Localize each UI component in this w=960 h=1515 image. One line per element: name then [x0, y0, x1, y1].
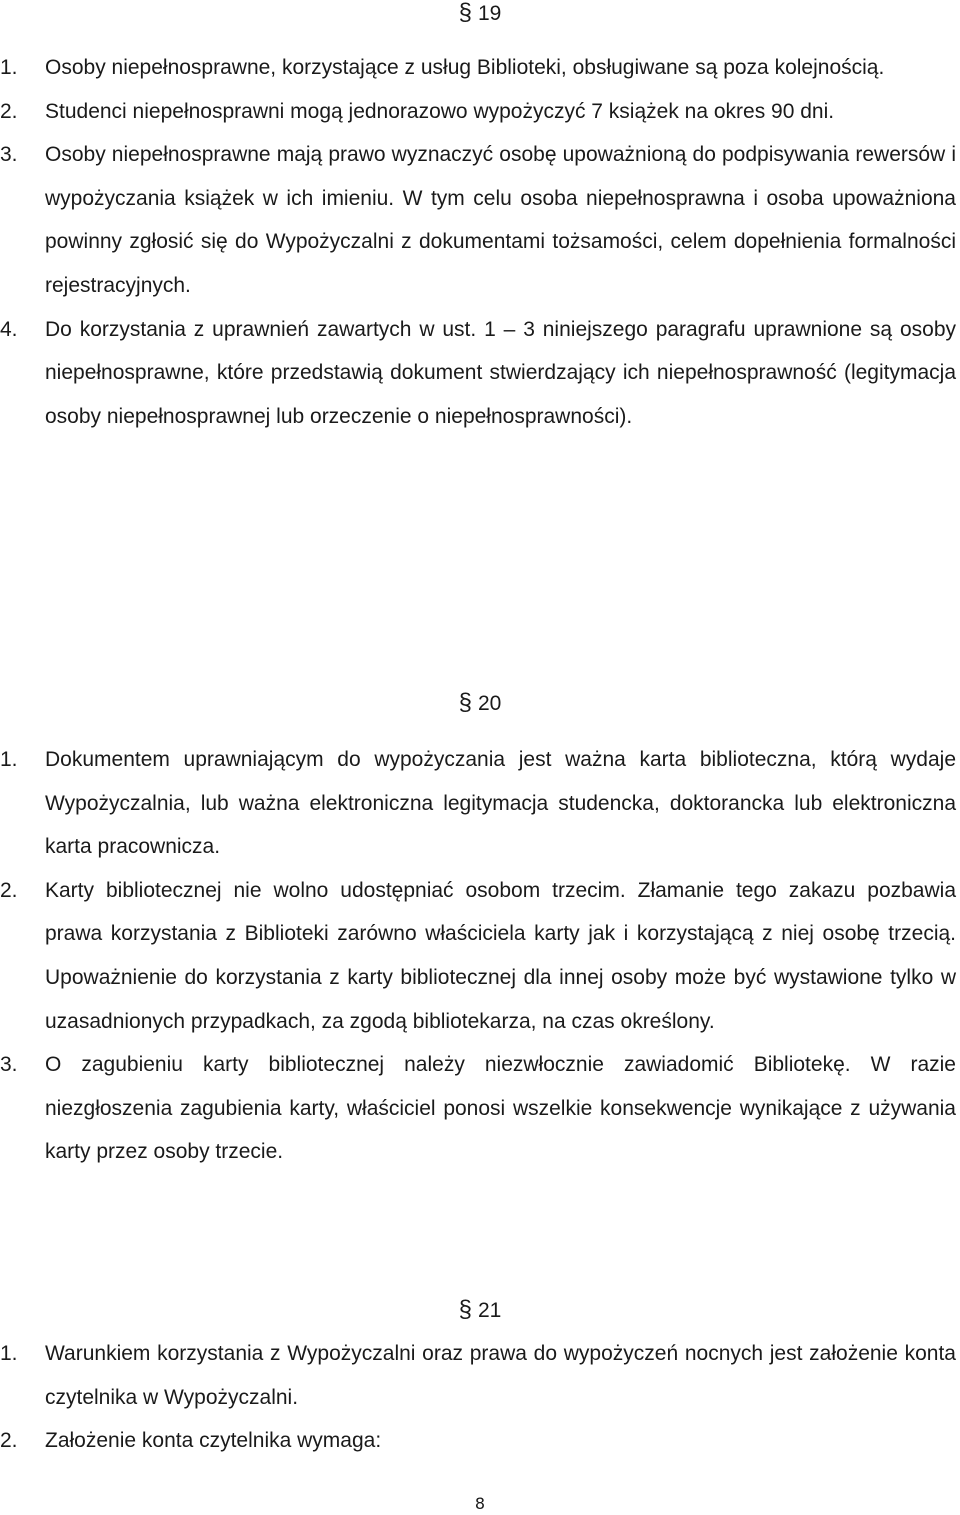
- list-item: [0, 738, 960, 869]
- item-number: 1.: [0, 56, 18, 79]
- item-number: 1.: [0, 748, 18, 771]
- section-20-list: [0, 738, 960, 1174]
- section-symbol: §: [458, 1296, 472, 1323]
- list-item: [0, 1332, 960, 1419]
- section-number: 19: [478, 2, 502, 25]
- item-number: 2.: [0, 1429, 18, 1453]
- section-number: 20: [478, 692, 502, 715]
- item-number: 2.: [0, 878, 18, 902]
- section-symbol: §: [458, 689, 472, 716]
- item-text: Do korzystania z uprawnień zawartych w ust. 1 – 3 niniejszego paragrafu uprawnione są osoby niepełnosprawne, które przedstawią dokument stwierdzający ich niepełnosprawność (legitymacja osoby niepełnosprawnej lub orzeczenie o niepełnosprawności).: [45, 317, 956, 428]
- list-item: [0, 1419, 960, 1463]
- item-number: 3.: [0, 143, 18, 167]
- list-item: [0, 46, 960, 90]
- item-text: O zagubieniu karty bibliotecznej należy niezwłocznie zawiadomić Bibliotekę. W razie niezgłoszenia zagubienia karty, właściciel ponosi wszelkie konsekwencje wynikające z używania karty przez osoby trzecie.: [45, 1053, 956, 1164]
- item-text: Założenie konta czytelnika wymaga:: [45, 1429, 382, 1453]
- item-text: Warunkiem korzystania z Wypożyczalni oraz prawa do wypożyczeń nocnych jest założenie konta czytelnika w Wypożyczalni.: [45, 1342, 956, 1409]
- item-text: Studenci niepełnosprawni mogą jednorazowo wypożyczyć 7 książek na okres 90 dni.: [45, 99, 835, 123]
- section-21-heading: [0, 1297, 960, 1324]
- section-20-heading: [0, 690, 960, 717]
- section-symbol: §: [458, 0, 472, 26]
- list-item: [0, 90, 960, 134]
- section-19-list: [0, 46, 960, 438]
- page-number: 8: [474, 1494, 486, 1513]
- list-item: [0, 133, 960, 307]
- section-19-heading: [0, 0, 960, 27]
- item-number: 1.: [0, 1342, 18, 1365]
- list-item: [0, 869, 960, 1043]
- list-item: [0, 1043, 960, 1174]
- item-text: Dokumentem uprawniającym do wypożyczania jest ważna karta biblioteczna, którą wydaje Wypożyczalnia, lub ważna elektroniczna legitymacja studencka, doktorancka lub elektroniczna karta pracownicza.: [45, 748, 956, 859]
- item-text: Osoby niepełnosprawne mają prawo wyznaczyć osobę upoważnioną do podpisywania rewersów i wypożyczania książek w ich imieniu. W tym celu osoba niepełnosprawna i osoba upoważniona powinny zgłosić się do Wypożyczalni z dokumentami tożsamości, celem dopełnienia formalności rejestracyjnych.: [45, 143, 956, 297]
- section-21-list: [0, 1332, 960, 1463]
- item-text: Osoby niepełnosprawne, korzystające z usług Biblioteki, obsługiwane są poza kolejnością.: [45, 56, 885, 79]
- item-text: Karty bibliotecznej nie wolno udostępniać osobom trzecim. Złamanie tego zakazu pozbawia prawa korzystania z Biblioteki zarówno właściciela karty jak i korzystającą z niej osobę trzecią. Upoważnienie do korzystania z karty bibliotecznej dla innej osoby może być wystawione tylko w uzasadnionych przypadkach, za zgodą bibliotekarza, na czas określony.: [45, 878, 956, 1033]
- list-item: [0, 308, 960, 439]
- item-number: 3.: [0, 1053, 18, 1077]
- item-number: 4.: [0, 317, 18, 341]
- section-number: 21: [478, 1299, 502, 1322]
- item-number: 2.: [0, 99, 18, 123]
